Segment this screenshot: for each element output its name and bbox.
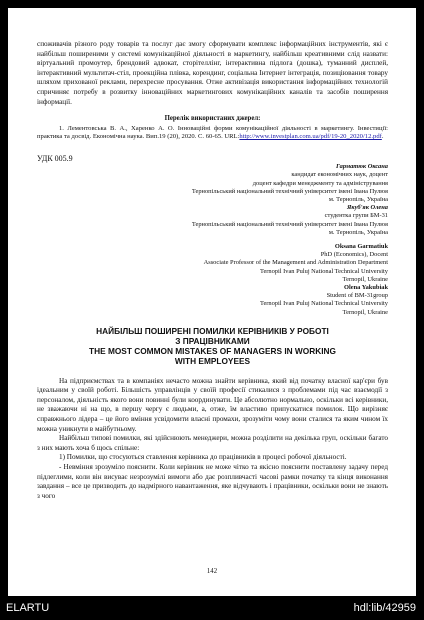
author-line: Тернопільський національний технічний університет імені Івана Пулюя [191,187,388,195]
title-line: THE MOST COMMON MISTAKES OF MANAGERS IN WORKING [89,346,336,357]
body-paragraph: 1) Помилки, що стосуються ставлення керівника до працівників в процесі робочої діяльності. [59,453,347,462]
title-line: З ПРАЦІВНИКАМИ [175,336,250,347]
authors-en [37,243,388,317]
author-name: Olena Yakubiak [344,284,388,291]
intro-paragraph: споживачів різного роду товарів та послуг дає змогу сформувати комплекс інформаційних інструментів, які є найбільш поширеними у системі комунікаційної діяльності в маркетингу, найбільш креативними слід назвати: віртуальний промоутер, брендовий адвокат, сторітеллінг, інтерактивна підлога (дошка), туманний дисплей, інтерактивний мультитач-стіл, проекційна плівка, корендинг, соціальна Інтернет інтеграція, позиціювання товару шляхом прихованої реклами, перехресне просування. Отже активізація використання інформаційних технологій спричиняє потребу в розвитку інноваційних маркетингових комунікаційних каналів та засобів поширення інформації. [37,40,388,106]
title-line: WITH EMPLOYEES [174,356,251,367]
page-number: 142 [206,568,218,575]
author-name: Гарматюк Оксана [335,163,388,171]
document-page [8,8,416,596]
author-line: Тернопільський національний технічний університет імені Івана Пулюя [191,220,388,228]
footer-repository-label: ELARTU [6,602,50,614]
author-line: доцент кафедри менеджменту та адміністрування [252,179,388,187]
author-line: Ternopil, Ukraine [342,275,388,283]
author-line: Associate Professor of the Management and Administration Department [203,259,388,267]
reference-item [37,125,388,142]
author-line: кандидат економічних наук, доцент [291,171,388,179]
article-body [37,377,388,502]
author-line: Ternopil, Ukraine [342,308,388,316]
author-line: Ternopil Ivan Puluj National Technical University [259,300,388,308]
footer-handle: hdl:lib/42959 [353,602,416,614]
page-content [37,40,388,501]
footer-bar [0,596,424,620]
reference-text: 1. Лементовська В. А., Харенко А. О. Інноваційні форми комунікаційної діяльності в маркетингу. Інвестиції: практика та досвід. Економічна наука. Вип.19 (20), 2020. С. 60-65. URL: [37,124,388,141]
body-paragraph: На підприємствах та в компаніях нечасто можна знайти керівника, який від початку власної кар'єри був ідеальним у своїй роботі. Більшість управлінців у своїй професії стикалися з проблемами під час взаємодії з персоналом, діяльність якого вони повинні були координувати. Це абсолютно нормально, оскільки всі керівники, не зважаючи ні на що, в першу чергу є людьми, а, отже, їм властиво припускатися помилок. Що вирізняє справжнього лідера – це його вміння усвідомити власні промахи, зрозуміти чому вони сталися та яким чином їх можна уникнути в майбутньому. [37,376,388,433]
body-paragraph: Найбільш типові помилки, які здійснюють менеджери, можна розділити на декілька груп, оскільки багато з них мають хоча б щось спільне: [37,434,388,452]
author-line: Student of BM-31group [326,292,388,300]
author-name: Якуб'як Олена [346,204,388,212]
title-line: НАЙБІЛЬШ ПОШИРЕНІ ПОМИЛКИ КЕРІВНИКІВ У РОБОТІ [96,325,329,336]
authors-ua [37,163,388,237]
body-paragraph: - Невміння зрозуміло пояснити. Коли керівник не може чітко та якісно пояснити поставлену задачу перед підлеглими, коли він висуває незрозумілі вимоги або дає розпливчасті часові рамки початку та кінця виконання завдання – все це призводить до надмірного навантаження, яке відчувають і працівники, оскільки вони не знають з чого [37,462,388,500]
article-title [37,326,388,367]
reference-tail: . [381,133,384,141]
author-line: Ternopil Ivan Puluj National Technical University [259,267,388,275]
reference-link[interactable]: http://www.investplan.com.ua/pdf/19-20_2020/12.pdf [239,133,382,141]
author-name: Oksana Garmatiuk [334,242,388,250]
udk-code: УДК 005.9 [37,153,73,163]
author-line: студентка групи БМ-31 [324,212,388,220]
author-line: PhD (Economics), Docent [320,251,388,259]
references-title: Перелік використаних джерел: [164,115,261,123]
author-line: м. Тернопіль, Україна [328,228,388,236]
author-line: м. Тернопіль, Україна [328,195,388,203]
